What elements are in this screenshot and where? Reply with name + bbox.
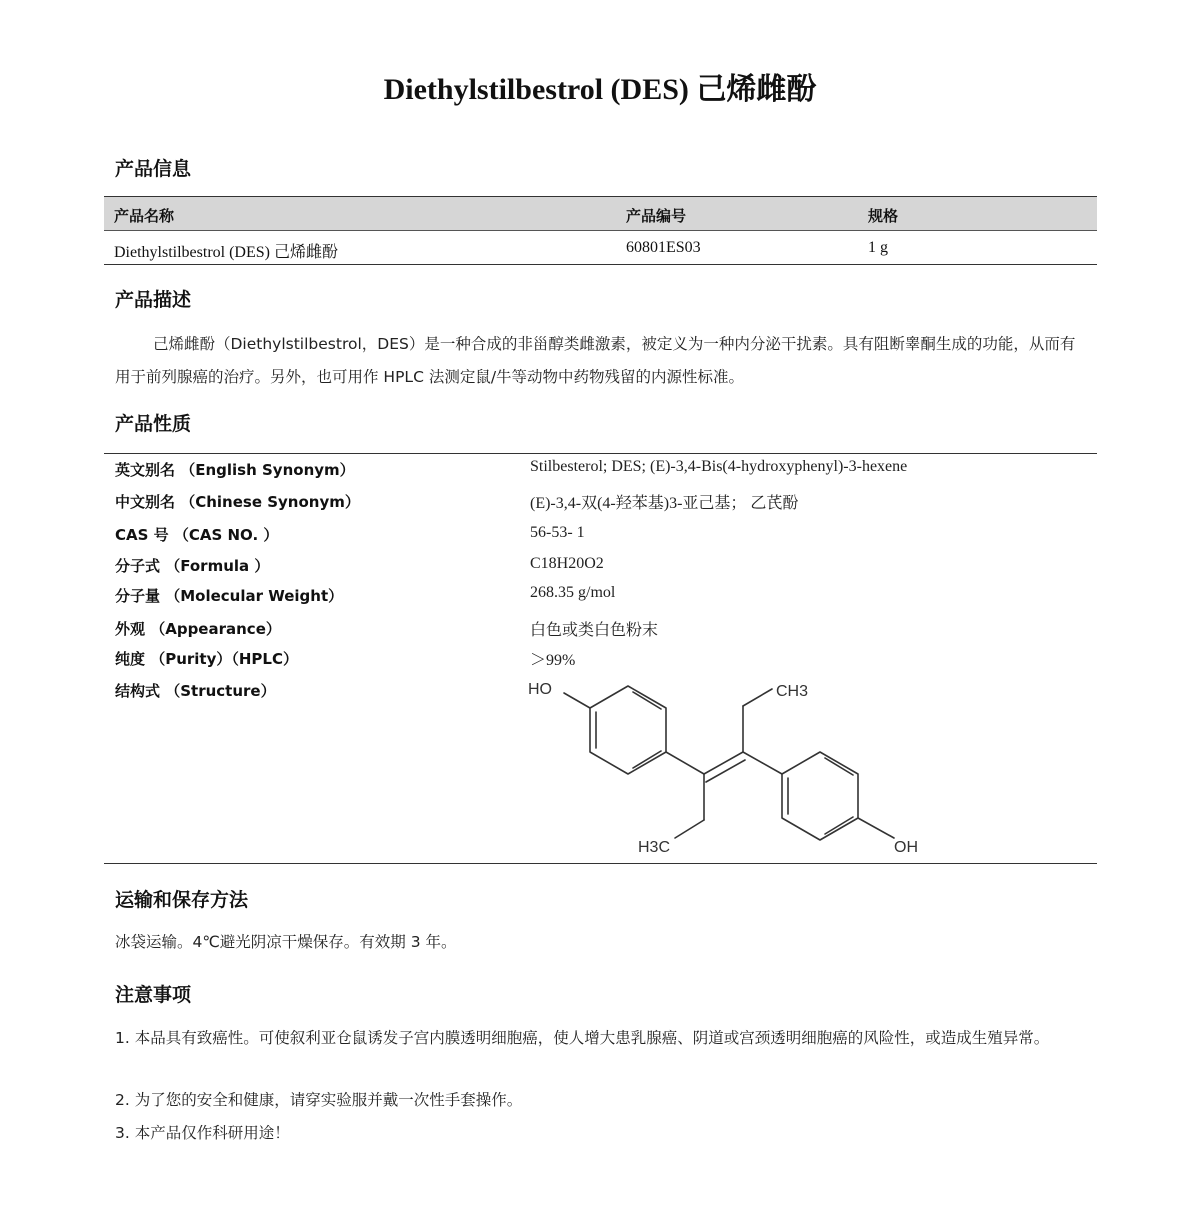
property-label-appearance: 外观 （Appearance）: [115, 620, 281, 638]
benzene-ring-lower: [782, 752, 858, 840]
ring-bond: [633, 692, 661, 709]
property-label-purity: 纯度 （Purity）（HPLC）: [115, 650, 298, 668]
note-item-3: 3. 本产品仅作科研用途！: [115, 1124, 290, 1142]
ring-bond: [825, 758, 853, 775]
structure-label-oh: OH: [894, 839, 918, 856]
header-product-code: 产品编号: [626, 207, 687, 225]
divider: [104, 453, 1097, 454]
header-product-name: 产品名称: [114, 207, 175, 225]
cell-product-code: 60801ES03: [626, 239, 701, 256]
section-heading-product-info: 产品信息: [115, 158, 192, 180]
double-bond: [704, 752, 743, 774]
ho-bond: [564, 693, 590, 708]
property-value-formula: C18H20O2: [530, 555, 604, 572]
structure-label-h3c: H3C: [638, 839, 671, 856]
property-label-chinese-synonym: 中文别名 （Chinese Synonym）: [115, 493, 360, 511]
bond: [743, 752, 782, 774]
property-value-molecular-weight: 268.35 g/mol: [530, 584, 616, 601]
header-specification: 规格: [868, 207, 899, 225]
ring-bond: [825, 817, 853, 834]
ethyl-bond: [675, 820, 704, 838]
note-item-1: 1. 本品具有致癌性。可使叙利亚仓鼠诱发子宫内膜透明细胞癌，使人增大患乳腺癌、阴道或宫颈透明细胞癌的风险性，或造成生殖异常。: [115, 1029, 1050, 1047]
table-header-row: [104, 196, 1097, 230]
bond: [666, 752, 704, 774]
property-label-english-synonym: 英文别名 （English Synonym）: [115, 461, 355, 479]
benzene-ring-upper: [590, 686, 666, 774]
section-heading-storage: 运输和保存方法: [115, 889, 249, 911]
section-heading-notes: 注意事项: [115, 984, 192, 1006]
property-label-formula: 分子式 （Formula ）: [115, 557, 270, 575]
description-paragraph: 己烯雌酚（Diethylstilbestrol，DES）是一种合成的非甾醇类雌激素，被定义为一种内分泌干扰素。具有阻断睾酮生成的功能，从而有用于前列腺癌的治疗。另外，也可用作 HPLC 法测定鼠/牛等动物中药物残留的内源性标准。: [115, 335, 1076, 386]
note-item-2: 2. 为了您的安全和健康，请穿实验服并戴一次性手套操作。: [115, 1091, 523, 1109]
section-heading-description: 产品描述: [115, 289, 192, 311]
ring-bond: [633, 751, 661, 768]
structure-label-ch3: CH3: [776, 683, 809, 700]
section-heading-properties: 产品性质: [115, 413, 192, 435]
property-value-purity: ＞99%: [530, 652, 576, 669]
chemical-structure-diagram: [520, 672, 920, 862]
property-value-cas: 56-53- 1: [530, 524, 585, 541]
page-title: Diethylstilbestrol (DES) 己烯雌酚: [383, 73, 817, 106]
property-value-chinese-synonym: (E)-3,4-双(4-羟苯基)3-亚己基； 乙芪酚: [530, 495, 799, 512]
property-value-appearance: 白色或类白色粉末: [530, 622, 659, 639]
cell-specification: 1 g: [868, 239, 888, 256]
property-label-molecular-weight: 分子量 （Molecular Weight）: [115, 587, 344, 605]
property-value-english-synonym: Stilbesterol; DES; (E)-3,4-Bis(4-hydroxyphenyl)-3-hexene: [530, 458, 908, 475]
ethyl-bond: [743, 689, 772, 706]
oh-bond: [858, 818, 894, 838]
product-info-table: [104, 196, 1097, 265]
table-row: [104, 230, 1097, 265]
property-label-cas: CAS 号 （CAS NO. ）: [115, 526, 279, 544]
structure-label-ho: HO: [528, 681, 552, 698]
divider: [104, 863, 1097, 864]
cell-product-name: Diethylstilbestrol (DES) 己烯雌酚: [114, 244, 338, 261]
property-label-structure: 结构式 （Structure）: [115, 682, 276, 700]
double-bond: [706, 760, 745, 782]
storage-paragraph: 冰袋运输。4℃避光阴凉干燥保存。有效期 3 年。: [115, 933, 457, 951]
